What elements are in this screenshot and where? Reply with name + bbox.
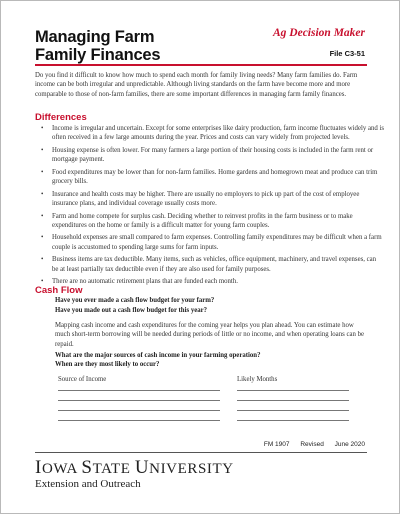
list-item: • Household expenses are small compared to farm expenses. Controlling family expenditures may be difficult when a farm couple is accustomed to spending large sums for farm inputs. [52,233,384,252]
list-item: • Food expenditures may be lower than for non-farm families. Home gardens and homegrown meat and produce can trim grocery bills. [52,168,384,187]
differences-list [35,124,384,290]
income-source-line-3[interactable] [58,410,220,411]
income-source-line-1[interactable] [58,390,220,391]
title-line-1: Managing Farm [35,28,155,46]
revision-status: Revised [300,441,324,448]
question-4: When are they most likely to occur? [55,361,160,368]
question-3: What are the major sources of cash income in your farming operation? [55,352,261,359]
source-of-income-label: Source of Income [58,376,107,383]
university-name: IOWA STATE UNIVERSITY [35,457,234,478]
income-source-line-2[interactable] [58,400,220,401]
list-item: • Business items are tax deductible. Many items, such as vehicles, office equipment, machinery, and travel expenses, can be at least partially tax deductible even if they are also used for family purposes. [52,255,384,274]
list-item: • There are no automatic retirement plans that are funded each month. [52,277,384,286]
publication-info [255,441,365,448]
list-item: • Housing expense is often lower. For many farmers a large portion of their housing costs is included in the farm rent or mortgage payment. [52,146,384,165]
file-number: File C3-51 [329,49,365,58]
likely-months-line-2[interactable] [237,400,349,401]
differences-heading: Differences [35,112,87,123]
extension-outreach: Extension and Outreach [35,478,141,490]
cash-flow-heading: Cash Flow [35,285,83,296]
revision-date: June 2020 [334,441,365,448]
list-item: • Insurance and health costs may be higher. There are usually no employers to pick up part of the cost of employee insurance plans, and individual coverage usually costs more. [52,190,384,209]
likely-months-label: Likely Months [237,376,278,383]
likely-months-line-1[interactable] [237,390,349,391]
likely-months-line-3[interactable] [237,410,349,411]
series-name: Ag Decision Maker [273,27,365,39]
question-1: Have you ever made a cash flow budget for your farm? [55,297,215,304]
page-title [35,28,160,64]
title-line-2: Family Finances [35,46,161,64]
cash-flow-paragraph: Mapping cash income and cash expenditures for the coming year helps you plan ahead. You can estimate how much short-term borrowing will be needed during periods of little or no income, and when operating loans can be repaid. [55,322,364,348]
publication-code: FM 1907 [263,441,290,448]
list-item: • Income is irregular and uncertain. Except for some enterprises like dairy production, farm income fluctuates widely and is often received in a few large amounts during the year. Prices and costs can vary widely from projected levels. [52,124,384,143]
footer-rule [35,452,367,453]
income-source-line-4[interactable] [58,420,220,421]
list-item: • Farm and home compete for surplus cash. Deciding whether to reinvest profits in the farm business or to make expenditures on the home or family is a difficult matter for young farm couples. [52,212,384,231]
likely-months-line-4[interactable] [237,420,349,421]
header-rule [35,64,367,66]
intro-paragraph: Do you find it difficult to know how much to spend each month for family living needs? Many farm families do. Farm income can be both irregular and unpredictable. Although living standards on the farm have become more and more comparable to those of non-farm families, there are some important differences in managing farm family finances. [35,72,358,98]
question-2: Have you made out a cash flow budget for this year? [55,307,208,314]
